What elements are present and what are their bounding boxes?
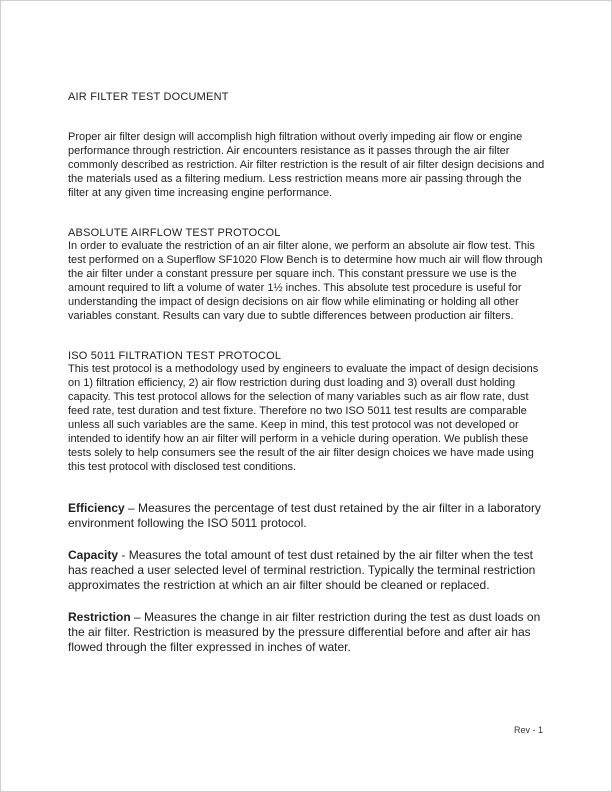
section-heading-absolute-airflow: ABSOLUTE AIRFLOW TEST PROTOCOL [68,227,281,239]
definition-term-capacity: Capacity [68,548,119,562]
intro-paragraph: Proper air filter design will accomplish high filtration without overly impeding air flow or engine performance through restriction. Air encounters resistance as it passes through the air filter commonly described as restriction. Air filter restriction is the result of air filter design decisions and the materials used as a filtering medium. Less restriction means more air passing through the filter at any given time increasing engine performance. [68,131,545,199]
section-heading-iso-5011: ISO 5011 FILTRATION TEST PROTOCOL [68,350,282,362]
definition-text-restriction: – Measures the change in air filter restriction during the test as dust loads on the air filter. Restriction is measured by the pressure differential before and after air has flowed through the filter expressed in inches of water. [68,610,541,654]
definition-term-restriction: Restriction [68,610,131,624]
page-footer-revision: Rev - 1 [513,725,543,735]
definition-term-efficiency: Efficiency [68,501,125,515]
definitions-list [68,501,545,655]
section-absolute-airflow [68,227,545,323]
section-body-iso-5011: This test protocol is a methodology used by engineers to evaluate the impact of design decisions on 1) filtration efficiency, 2) air flow restriction during dust loading and 3) overall dust holding capacity. This test protocol allows for the selection of many variables such as air flow rate, dust feed rate, test duration and test fixture. Therefore no two ISO 5011 test results are comparable unless all such variables are the same. Keep in mind, this test protocol was not developed or intended to identify how an air filter will perform in a vehicle during operation. We publish these tests solely to help consumers see the result of the air filter design choices we have made using this test protocol with disclosed test conditions. [68,363,539,473]
definition-text-efficiency: – Measures the percentage of test dust retained by the air filter in a laboratory environment following the ISO 5011 protocol. [68,501,541,530]
document-title: AIR FILTER TEST DOCUMENT [68,91,229,103]
definition-restriction [68,610,545,655]
definition-text-capacity: - Measures the total amount of test dust retained by the air filter when the test has reached a user selected level of terminal restriction. Typically the terminal restriction approximates the restriction at which an air filter should be cleaned or replaced. [68,548,536,592]
section-body-absolute-airflow: In order to evaluate the restriction of an air filter alone, we perform an absolute air flow test. This test performed on a Superflow SF1020 Flow Bench is to determine how much air will flow through the air filter under a constant pressure per square inch. This constant pressure we use is the amount required to lift a volume of water 1½ inches. This absolute test procedure is useful for understanding the impact of design decisions on air flow while eliminating or holding all other variables constant. Results can vary due to subtle differences between production air filters. [68,240,543,322]
definition-efficiency [68,501,545,531]
definition-capacity [68,548,545,593]
section-iso-5011 [68,350,545,474]
